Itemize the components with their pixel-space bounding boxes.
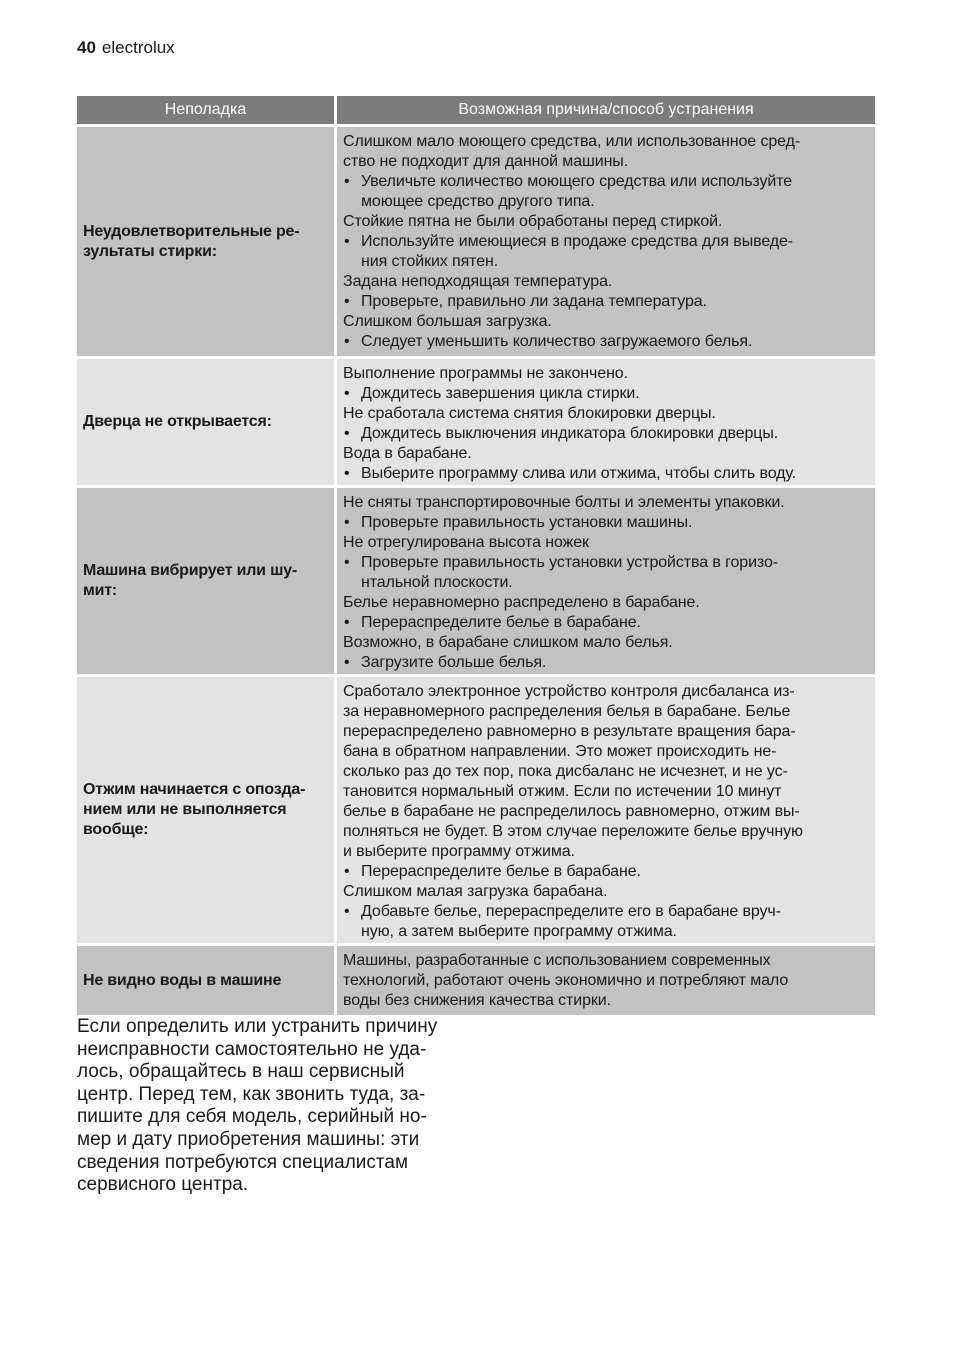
cause-line: Не отрегулирована высота ножек	[343, 534, 589, 551]
solution-bullet	[343, 464, 869, 484]
bullet-line: ную, а затем выберите программу отжима.	[361, 923, 677, 940]
problem-line: нием или не выполняется	[83, 801, 287, 818]
cause-line: Белье неравномерно распределено в барабане.	[343, 594, 700, 611]
solution-bullet	[343, 292, 869, 312]
solution-bullet	[343, 902, 869, 942]
cause-line: Не сняты транспортировочные болты и элементы упаковки.	[343, 494, 785, 511]
troubleshooting-table	[77, 96, 875, 1015]
solution-cell	[337, 677, 875, 943]
paragraph-line: пишите для себя модель, серийный но-	[77, 1106, 427, 1128]
bullet-line: • Дождитесь выключения индикатора блокировки дверцы.	[361, 425, 779, 442]
solution-bullet	[343, 384, 869, 404]
solution-cell	[337, 488, 875, 674]
page-number: 40	[77, 38, 96, 57]
problem-line: вообще:	[83, 821, 149, 838]
problem-cell	[77, 359, 334, 485]
problem-line: Не видно воды в машине	[83, 971, 282, 989]
cause-line: Задана неподходящая температура.	[343, 273, 613, 290]
paragraph-line: лось, обращайтесь в наш сервисный	[77, 1061, 405, 1083]
paragraph-line: мер и дату приобретения машины: эти	[77, 1128, 420, 1150]
cause-line: Машины, разработанные с использованием современных	[343, 952, 771, 969]
bullet-line: • Перераспределите белье в барабане.	[361, 863, 641, 880]
problem-text	[83, 971, 281, 991]
cause-line: тановится нормальный отжим. Если по истечении 10 минут	[343, 783, 782, 800]
problem-text	[83, 561, 297, 601]
solution-bullet	[343, 332, 869, 352]
table-row	[77, 677, 875, 943]
cause-line: Стойкие пятна не были обработаны перед стиркой.	[343, 213, 723, 230]
cause-line: бана в обратном направлении. Это может происходить не-	[343, 743, 777, 760]
problem-line: Неудовлетворительные ре-	[83, 222, 300, 240]
cause-line: белье в барабане не распределилось равномерно, отжим вы-	[343, 803, 800, 820]
problem-line: Отжим начинается с опозда-	[83, 781, 306, 798]
table-body	[77, 124, 875, 1015]
cause-line: сколько раз до тех пор, пока дисбаланс не исчезнет, и не ус-	[343, 763, 788, 780]
problem-cell	[77, 127, 334, 356]
column-header-solution: Возможная причина/способ устранения	[337, 96, 875, 124]
cause-line: и выберите программу отжима.	[343, 843, 575, 860]
solution-bullet	[343, 553, 869, 593]
paragraph-line: неисправности самостоятельно не уда-	[77, 1038, 427, 1060]
problem-cell	[77, 488, 334, 674]
problem-text	[83, 412, 272, 432]
column-header-problem: Неполадка	[77, 96, 334, 124]
cause-line: ство не подходит для данной машины.	[343, 153, 629, 170]
problem-line: Машина вибрирует или шу-	[83, 562, 298, 579]
solution-bullet	[343, 862, 869, 882]
problem-text	[83, 222, 299, 262]
solution-bullet	[343, 172, 869, 212]
bullet-line: • Перераспределите белье в барабане.	[361, 614, 641, 631]
cause-line: Сработало электронное устройство контроля дисбаланса из-	[343, 683, 795, 700]
bullet-line: • Используйте имеющиеся в продаже средства для выведе-	[361, 233, 794, 250]
problem-line: зультаты стирки:	[83, 242, 217, 260]
cause-line: воды без снижения качества стирки.	[343, 992, 611, 1009]
problem-line: Дверца не открывается:	[83, 413, 272, 430]
solution-cell	[337, 127, 875, 356]
table-row	[77, 359, 875, 485]
paragraph-line: Если определить или устранить причину	[77, 1016, 438, 1037]
solution-cell	[337, 359, 875, 485]
bullet-line: ния стойких пятен.	[361, 253, 499, 270]
solution-bullet	[343, 613, 869, 633]
solution-bullet	[343, 653, 869, 673]
paragraph-line: центр. Перед тем, как звонить туда, за-	[77, 1083, 426, 1105]
cause-line: Возможно, в барабане слишком мало белья.	[343, 634, 673, 651]
bullet-line: • Загрузите больше белья.	[361, 654, 547, 671]
solution-cell	[337, 946, 875, 1015]
cause-line: перераспределено равномерно в результате вращения бара-	[343, 723, 796, 740]
problem-cell	[77, 677, 334, 943]
cause-line: Слишком мало моющего средства, или использованное сред-	[343, 133, 801, 150]
problem-cell	[77, 946, 334, 1015]
cause-line: полняться не будет. В этом случае переложите белье вручную	[343, 823, 803, 840]
cause-line: Слишком малая загрузка барабана.	[343, 883, 608, 900]
cause-line: за неравномерного распределения белья в барабане. Белье	[343, 703, 791, 720]
bullet-line: • Дождитесь завершения цикла стирки.	[361, 385, 640, 402]
table-row	[77, 488, 875, 674]
bullet-line: • Проверьте правильность установки машины.	[361, 514, 693, 531]
cause-line: Вода в барабане.	[343, 445, 472, 462]
cause-line: Слишком большая загрузка.	[343, 313, 552, 330]
cause-line: Выполнение программы не закончено.	[343, 365, 628, 382]
page-header	[77, 37, 175, 59]
bullet-line: • Проверьте, правильно ли задана температура.	[361, 293, 707, 310]
table-header-row	[77, 96, 875, 124]
paragraph-line: сервисного центра.	[77, 1174, 249, 1196]
cause-line: технологий, работают очень экономично и потребляют мало	[343, 972, 789, 989]
bullet-line: моющее средство другого типа.	[361, 193, 595, 210]
brand-name: electrolux	[101, 38, 175, 57]
bullet-line: • Добавьте белье, перераспределите его в барабане вруч-	[361, 903, 781, 920]
table-row	[77, 946, 875, 1015]
solution-bullet	[343, 424, 869, 444]
solution-bullet	[343, 513, 869, 533]
service-center-paragraph	[77, 1016, 477, 1197]
problem-text	[83, 780, 305, 840]
paragraph-line: сведения потребуются специалистам	[77, 1151, 409, 1173]
problem-line: мит:	[83, 582, 118, 599]
bullet-line: • Следует уменьшить количество загружаемого белья.	[361, 333, 753, 350]
cause-line: Не сработала система снятия блокировки дверцы.	[343, 405, 716, 422]
bullet-line: нтальной плоскости.	[361, 574, 513, 591]
solution-bullet	[343, 232, 869, 272]
bullet-line: • Увеличьте количество моющего средства или используйте	[361, 173, 793, 190]
bullet-line: • Выберите программу слива или отжима, чтобы слить воду.	[361, 465, 797, 482]
bullet-line: • Проверьте правильность установки устройства в горизо-	[361, 554, 779, 571]
table-row	[77, 127, 875, 356]
